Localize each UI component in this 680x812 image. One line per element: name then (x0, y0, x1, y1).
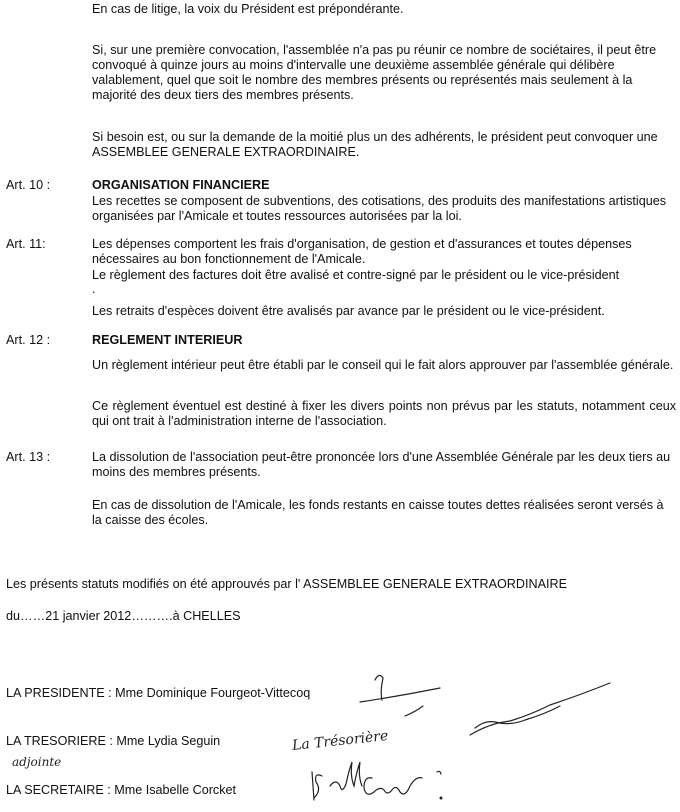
approval-statement: Les présents statuts modifiés on été approuvés par l' ASSEMBLEE GENERALE EXTRAORDINAIRE (6, 577, 567, 591)
handwritten-adjointe: adjointe (12, 755, 62, 769)
art12-text2: Ce règlement éventuel est destiné à fixer les divers points non prévus par les statuts, notamment ceux qui ont trait à l'administration interne de l'association. (92, 399, 676, 428)
art13-text1: La dissolution de l'association peut-être prononcée lors d'une Assemblée Générale par les deux tiers au moins des membres présents. (92, 450, 671, 479)
convocation-paragraph: Si, sur une première convocation, l'assemblée n'a pas pu réunir ce nombre de sociétaires, il peut être convoqué à quinze jours au moins d'intervalle une deuxième assemblée générale qui délibère valablement, quel que soit le nombre des membres présents ou représentés mais seulement à la majorité des deux tiers des membres présents. (92, 43, 657, 102)
art10-label: Art. 10 : (6, 178, 51, 192)
secretaire-signature-i (312, 772, 314, 800)
tresoriere-signature-stroke (470, 683, 610, 735)
presidente-signature-stroke (360, 688, 440, 702)
tresoriere-signature-loop (475, 706, 560, 728)
secretaire-signature-flourish (437, 771, 441, 774)
handwritten-la-tresoriere: La Trésorière (291, 728, 389, 755)
secretaire-signature-body (330, 762, 362, 790)
approval-date: du……21 janvier 2012……….à CHELLES (6, 609, 241, 623)
art11-label: Art. 11: (6, 237, 46, 251)
art10-text: Les recettes se composent de subventions, des cotisations, des produits des manifestations artistiques organisées par l'Amicale et toutes ressources autorisées par la loi. (92, 194, 667, 223)
art11-text3: Les retraits d'espèces doivent être avalisés par avance par le président ou le vice-président. (92, 304, 605, 318)
art10-title: ORGANISATION FINANCIERE (92, 178, 270, 192)
art12-title: REGLEMENT INTERIEUR (92, 333, 243, 347)
signatory-secretaire: LA SECRETAIRE : Mme Isabelle Corcket (6, 783, 237, 797)
presidente-signature-mark (375, 675, 383, 700)
litige-paragraph: En cas de litige, la voix du Président est prépondérante. (92, 2, 404, 16)
secretaire-signature-tail (364, 778, 422, 795)
art13-text2: En cas de dissolution de l'Amicale, les fonds restants en caisse toutes dettes réalisées seront versés à la caisse des écoles. (92, 498, 664, 527)
art12-label: Art. 12 : (6, 333, 51, 347)
secretaire-signature-dot (440, 797, 443, 800)
art11-text1: Les dépenses comportent les frais d'organisation, de gestion et d'assurances et toutes dépenses nécessaires au bon fonctionnement de l'Amicale. (92, 237, 632, 266)
tresoriere-plus-mark (405, 706, 423, 716)
art11-dot: . (92, 282, 96, 296)
secretaire-signature-s (314, 775, 322, 798)
art11-text2: Le règlement des factures doit être avalisé et contre-signé par le président ou le vice-président (92, 268, 620, 282)
signatory-tresoriere: LA TRESORIERE : Mme Lydia Seguin (6, 734, 221, 748)
art13-label: Art. 13 : (6, 450, 51, 464)
extraordinaire-paragraph: Si besoin est, ou sur la demande de la moitié plus un des adhérents, le président peut convoquer une ASSEMBLEE GENERALE EXTRAORDINAIRE. (92, 130, 658, 159)
signatory-presidente: LA PRESIDENTE : Mme Dominique Fourgeot-Vittecoq (6, 686, 311, 700)
art12-text1: Un règlement intérieur peut être établi par le conseil qui le fait alors approuver par l'assemblée générale. (92, 358, 674, 372)
